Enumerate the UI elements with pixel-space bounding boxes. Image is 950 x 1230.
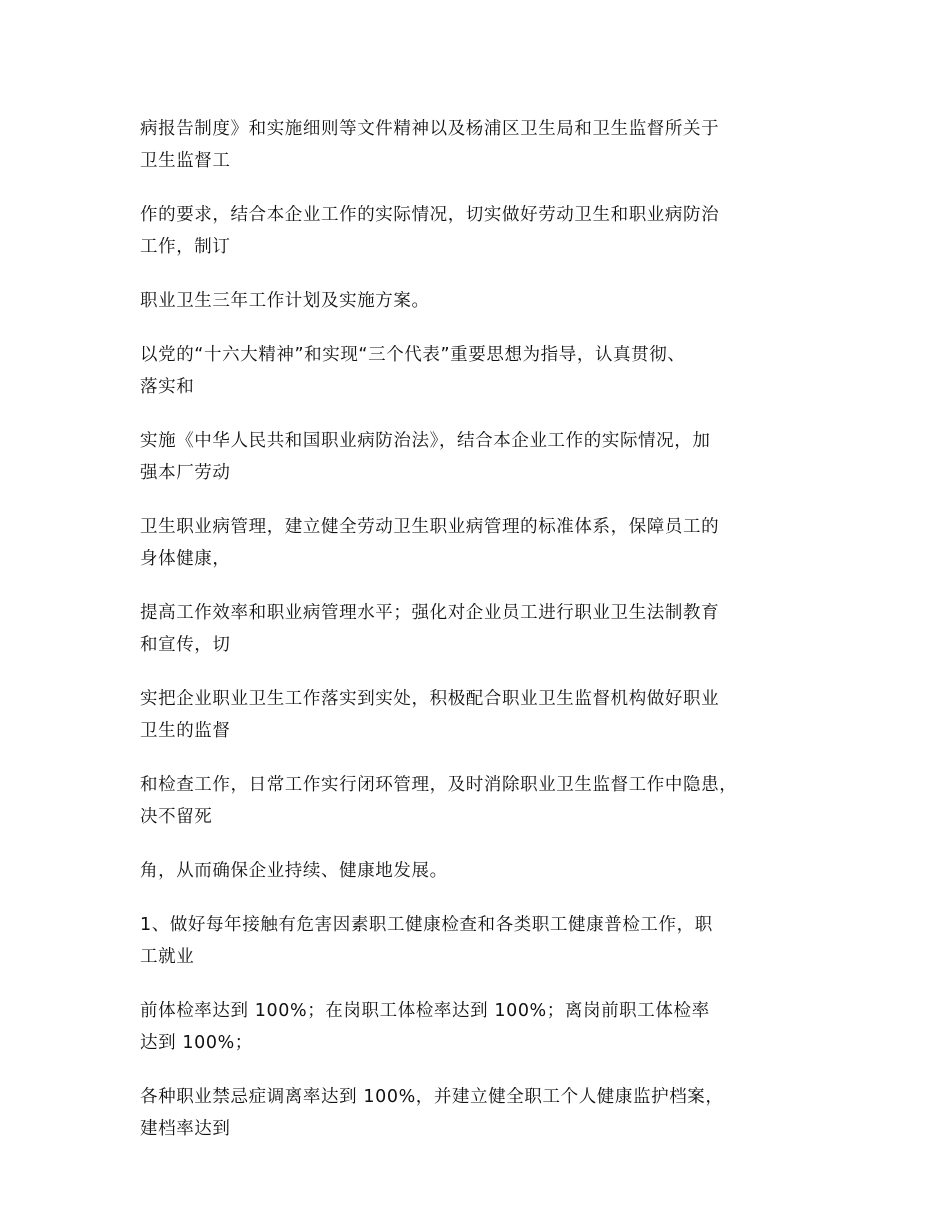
paragraph [140, 199, 830, 263]
text-line: 卫生监督工 [140, 151, 231, 171]
text-line: 建档率达到 [140, 1119, 231, 1139]
paragraph [140, 339, 830, 403]
text-line: 落实和 [140, 377, 195, 397]
text-line: 卫生职业病管理，建立健全劳动卫生职业病管理的标准体系，保障员工的 [140, 517, 720, 537]
paragraph [140, 597, 830, 661]
paragraph [140, 683, 830, 747]
paragraph [140, 855, 830, 887]
paragraph [140, 995, 830, 1059]
text-line: 实把企业职业卫生工作落实到实处，积极配合职业卫生监督机构做好职业 [140, 689, 720, 709]
paragraph [140, 769, 830, 833]
text-line: 职业卫生三年工作计划及实施方案。 [140, 291, 430, 311]
text-line: 强本厂劳动 [140, 463, 231, 483]
paragraph [140, 113, 830, 177]
text-line: 工作，制订 [140, 237, 231, 257]
text-line: 达到 100%； [140, 1033, 253, 1053]
text-line: 卫生的监督 [140, 721, 231, 741]
document-body [140, 113, 830, 1167]
text-line: 决不留死 [140, 807, 213, 827]
text-line: 角，从而确保企业持续、健康地发展。 [140, 861, 448, 881]
paragraph [140, 425, 830, 489]
text-line: 病报告制度》和实施细则等文件精神以及杨浦区卫生局和卫生监督所关于 [140, 119, 720, 139]
text-line: 1、做好每年接触有危害因素职工健康检查和各类职工健康普检工作，职 [140, 915, 713, 935]
text-line: 身体健康， [140, 549, 231, 569]
text-line: 和检查工作，日常工作实行闭环管理，及时消除职业卫生监督工作中隐患， [140, 775, 738, 795]
text-line: 工就业 [140, 947, 195, 967]
paragraph [140, 1081, 830, 1145]
text-line: 和宣传，切 [140, 635, 231, 655]
text-line: 实施《中华人民共和国职业病防治法》，结合本企业工作的实际情况，加 [140, 431, 711, 451]
text-line: 以党的“十六大精神”和实现“三个代表”重要思想为指导，认真贯彻、 [140, 345, 686, 365]
paragraph [140, 511, 830, 575]
text-line: 提高工作效率和职业病管理水平；强化对企业员工进行职业卫生法制教育 [140, 603, 720, 623]
text-line: 各种职业禁忌症调离率达到 100%，并建立健全职工个人健康监护档案， [140, 1087, 724, 1107]
text-line: 前体检率达到 100%；在岗职工体检率达到 100%；离岗前职工体检率 [140, 1001, 710, 1021]
text-line: 作的要求，结合本企业工作的实际情况，切实做好劳动卫生和职业病防治 [140, 205, 720, 225]
paragraph [140, 909, 830, 973]
paragraph [140, 285, 830, 317]
